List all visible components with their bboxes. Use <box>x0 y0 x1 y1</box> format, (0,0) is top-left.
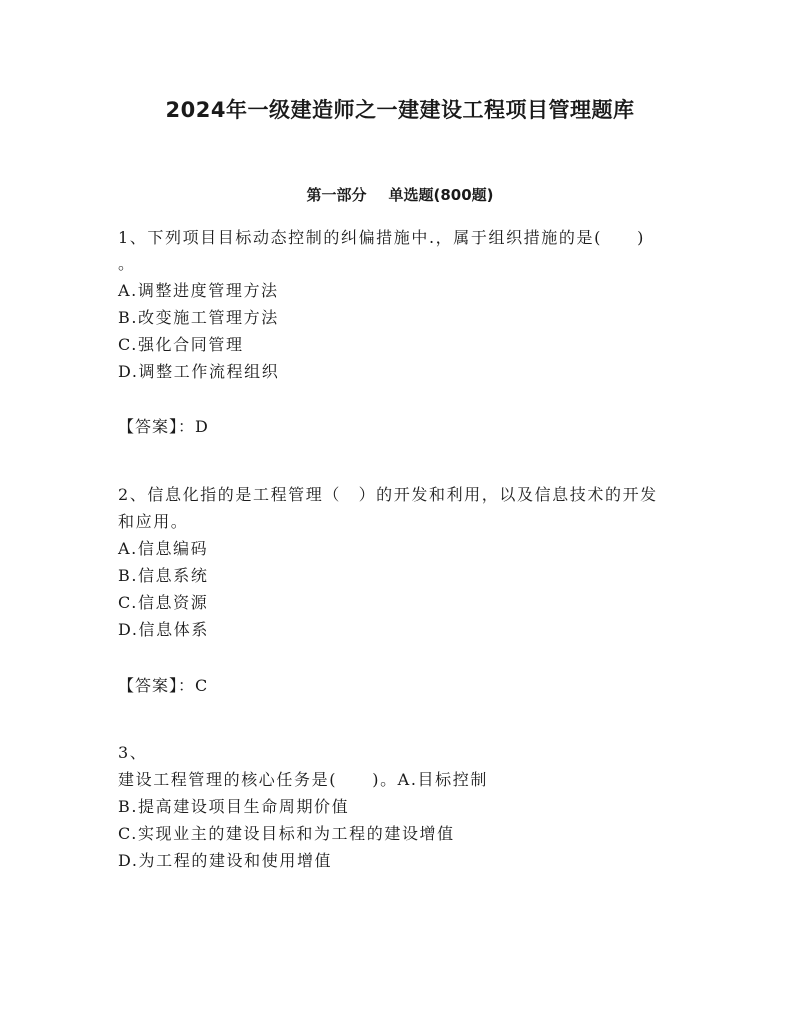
question-3-option-b: B.提高建设项目生命周期价值 <box>118 797 350 816</box>
question-3-option-d: D.为工程的建设和使用增值 <box>118 851 333 870</box>
question-2-stem-cont: 和应用。 <box>118 512 189 531</box>
question-1-option-d: D.调整工作流程组织 <box>118 362 280 381</box>
question-2-option-b: B.信息系统 <box>118 566 209 585</box>
question-1-option-c: C.强化合同管理 <box>118 335 244 354</box>
section-part: 第一部分 <box>306 186 367 204</box>
section-heading <box>0 184 800 205</box>
question-2-option-c: C.信息资源 <box>118 593 209 612</box>
question-2-stem: 2、信息化指的是工程管理（ ）的开发和利用，以及信息技术的开发 <box>118 485 658 504</box>
document-title: 2024年一级建造师之一建建设工程项目管理题库 <box>165 98 635 122</box>
question-1-option-b: B.改变施工管理方法 <box>118 308 279 327</box>
question-1-option-a: A.调整进度管理方法 <box>118 281 279 300</box>
question-1-stem: 1、下列项目目标动态控制的纠偏措施中.，属于组织措施的是( ) <box>118 228 645 247</box>
question-3-stem: 建设工程管理的核心任务是( )。A.目标控制 <box>118 770 488 789</box>
question-1-stem-cont: 。 <box>118 254 136 273</box>
question-2-option-a: A.信息编码 <box>118 539 209 558</box>
question-2-answer: 【答案】：C <box>118 676 209 695</box>
question-2-option-d: D.信息体系 <box>118 620 209 639</box>
question-3-number: 3、 <box>118 743 148 762</box>
section-name: 单选题(800题) <box>388 186 494 204</box>
question-3-option-c: C.实现业主的建设目标和为工程的建设增值 <box>118 824 455 843</box>
question-1-answer: 【答案】：D <box>118 417 209 436</box>
